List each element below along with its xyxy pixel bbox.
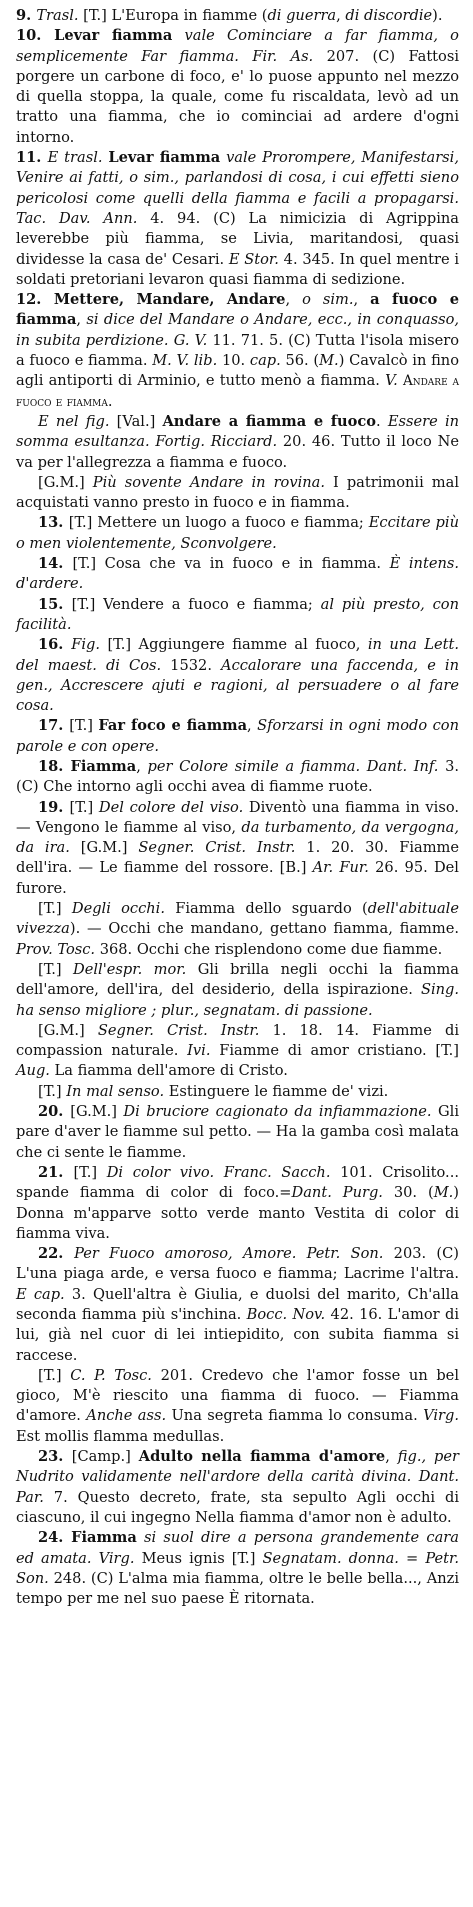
text-run: Più sovente Andare in rovina. [92,473,325,491]
text-run: 3. Quell'altra è Giulia, e duolsi del marito, Ch'alla seconda fiamma più s'inchina. [16,1285,459,1323]
text-run: 7. Questo decreto, frate, sta sepulto Agli occhi di ciascuno, il cui ingegno Nella fiamma d'amor non è adulto. [16,1488,459,1526]
text-run: Di bruciore cagionato da infiammazione. [123,1103,432,1121]
text-run: Segnatam. donna. [262,1549,399,1567]
text-run: [T.] [73,1163,107,1181]
text-run: Anche ass. [86,1407,167,1425]
entry-22-tosc [16,1366,459,1447]
text-run: 10. [16,27,55,45]
text-run: Degli occhi. [71,900,165,918]
text-run: E nel fig. [38,412,110,430]
text-run: ). — Occhi che mandano, gettano fiamma, fiamme. [69,920,459,938]
text-run: È intens. d'ardere. [16,555,459,593]
text-run: Sing. ha senso migliore ; plur., segnatam. di passione. [16,981,459,1019]
entry-14 [16,554,459,595]
entry-10 [16,26,459,148]
text-run: . [376,412,388,430]
text-run: [T.] [38,1082,67,1100]
text-run: [T.] Vendere a fuoco e fiamma; [71,595,321,613]
text-run: 42. 16. L'amor di lui, già nel cuor di lei intiepidito, con subita fiamma si raccese. [16,1306,459,1364]
text-run: M. V. lib. [152,352,218,370]
text-run: 22. [38,1245,75,1263]
text-run: [G.M.] [38,1021,98,1039]
text-run: Essere in somma esultanza. Fortig. Ricciard. [16,412,460,451]
text-run: da turbamento, da vergogna, da ira. [16,818,459,857]
text-run: [T.] [38,900,72,918]
text-run: Prov. Tosc. [16,940,96,958]
text-run: [T.] L'Europa in fiamme ( [78,7,268,24]
entry-19-espr [16,960,459,1021]
text-run: Sforzarsi in ogni modo con parole e con opere. [16,717,459,755]
text-run: di guerra [267,7,337,24]
entry-19-occhi [16,899,459,960]
text-run: Dell'espr. mor. [73,960,187,978]
text-run: Fiamma dello sguardo ( [164,900,368,918]
text-run: 26. 95. Del furore. [16,859,459,897]
text-run: 1532. [161,656,222,674]
text-run: ). [432,7,443,24]
text-run: Estinguere le fiamme de' vizi. [164,1082,389,1100]
text-run: dell'abituale vivezza [16,900,459,938]
text-run: Levar fiamma [108,149,221,167]
text-run: 12. [16,291,54,309]
text-run: [Val.] [109,412,163,430]
text-run: 17. [38,717,70,735]
text-run: M. [433,1184,454,1202]
text-run: E Stor. [228,250,279,268]
text-run: ) Donna m'apparve sotto verde manto Vestita di color di fiamma viva. [16,1184,459,1242]
text-run: Gli brilla negli occhi la fiamma dell'amore, dell'ira, del desiderio, della ispirazione. [16,960,459,999]
text-run: [G.M.] [69,839,139,857]
text-run: Andare a fuoco e fiamma [16,373,459,410]
text-run: V. [385,372,398,390]
text-run: Fiamma [70,757,137,775]
entry-17 [16,716,459,757]
text-run: 4. 345. In quel mentre i soldati pretoriani levaron quasi fiamma di sedizione. [16,250,459,288]
text-run: [Camp.] [71,1448,139,1466]
text-run: 19. [38,798,70,816]
text-run: In mal senso. [66,1082,165,1100]
text-run: si dice del Mandare o Andare, ecc., in conquasso, in subita perdizione. G. V. [16,311,459,349]
text-run: 16. [38,636,72,654]
entry-12-fig [16,412,459,473]
text-run: Ivi. [187,1042,211,1060]
text-run [172,27,184,44]
entry-22 [16,1244,459,1366]
text-run: di discordie [345,7,433,24]
entry-13 [16,513,459,554]
text-run: , [336,7,346,24]
text-run: I patrimonii mal acquistati vanno presto in fuoco e in fiamma. [16,473,459,512]
text-run: 201. Credevo che l'amor fosse un bel gioco, M'è riescito una fiamma di fuoco. — Fiamma d'amore. [16,1366,459,1425]
text-run: 56. ( [280,352,320,370]
text-run: , [136,757,148,775]
entry-23 [16,1447,459,1528]
text-run: 11. 71. 5. (C) Tutta l'isola misero a fuoco e fiamma. [16,331,459,370]
text-run: Eccitare più o men violentemente, Sconvolgere. [16,514,459,552]
text-run: [T.] [38,1366,71,1384]
text-run: Trasl. [36,7,79,24]
text-run: Una segreta fiamma lo consuma. [166,1407,424,1425]
text-run: 1. 20. 30. Fiamme dell'ira. — Le fiamme del rossore. [B.] [16,839,460,877]
text-run: Aug. [16,1062,50,1080]
text-run: Fiamme di amor cristiano. [T.] [210,1042,459,1060]
text-run: Ar. Fur. [312,859,369,877]
text-run: 13. [38,514,69,532]
text-run: Meus ignis [T.] [134,1549,263,1567]
text-run: vale Prorompere, Manifestarsi, Venire ai fatti, o sim., parlandosi di cosa, i cui effetti sieno pericolosi come quelli della fiamma e facili a propagarsi. Tac. Dav. Ann. [16,149,459,227]
entry-19-mal [16,1082,459,1102]
text-run: 368. Occhi che risplendono come due fiamme. [95,940,443,958]
text-run: 15. [38,595,72,613]
text-run: 207. (C) Fattosi porgere un carbone di foco, e' lo puose appunto nel mezzo di quella stoppa, la quale, come fu riscaldata, levò ad un tratto una fiamma, che io cominciai ad ardere d'ogni intorno. [16,47,459,146]
text-run: 248. (C) L'alma mia fiamma, oltre le belle bella..., Anzi tempo per me nel suo paese È ritornata. [16,1569,459,1608]
text-run: ) Cavalcò in fino agli antiporti di Arminio, e tutto menò a fiamma. [16,352,459,390]
entry-19-gm [16,1021,459,1082]
text-run: 14. [38,555,73,573]
text-run: Segner. Crist. Instr. [138,839,296,857]
text-run: Levar fiamma [54,27,173,45]
text-run: [G.M.] [70,1103,124,1121]
text-run: 23. [38,1448,72,1466]
entry-12 [16,290,459,412]
text-run: 10. [217,352,250,370]
entry-19 [16,798,459,899]
entry-20 [16,1102,459,1163]
text-run: a fuoco e fiamma [16,291,459,329]
text-run: 18. [38,757,71,775]
text-run: La fiamma dell'amore di Cristo. [49,1062,288,1080]
text-run: 21. [38,1163,74,1181]
text-run: , [385,1448,398,1466]
text-run: E cap. [16,1285,65,1303]
text-run [137,1529,144,1546]
text-run: [T.] [69,717,99,735]
entry-12-gm [16,473,459,514]
text-run: Per Fuoco amoroso, Amore. Petr. Son. [74,1245,384,1263]
text-run: , [285,291,303,309]
text-run: Gli pare d'aver le fiamme sul petto. — Ha la gamba così malata che ci sente le fiamme. [16,1103,459,1161]
text-run: 11. [16,149,48,167]
text-run: in una Lett. del maest. di Cos. [16,636,459,674]
text-run: Del colore del viso. [98,798,244,816]
text-run: 9. [16,7,37,24]
text-run: = [398,1549,426,1567]
text-run: Diventò una fiamma in viso. — Vengono le fiamme al viso, [16,798,459,836]
text-run: Segner. Crist. Instr. [97,1021,260,1039]
text-run: Est mollis flamma medullas. [16,1427,225,1445]
text-run: Petr. Son. [16,1549,460,1587]
text-run: C. P. Tosc. [70,1366,152,1384]
text-run: Bocc. Nov. [246,1306,326,1323]
text-run: Adulto nella fiamma d'amore [138,1448,386,1466]
text-run: 20. [38,1103,71,1121]
text-run: 1. 18. 14. Fiamme di compassion naturale. [16,1021,459,1060]
text-run: Di color vivo. Franc. Sacch. [106,1163,331,1181]
text-run: 203. (C) L'una piaga arde, e versa fuoco e fiamma; Lacrime l'altra. [16,1245,459,1283]
text-run: 24. [38,1529,72,1547]
text-run: 30. ( [382,1184,434,1202]
text-run: [T.] Cosa che va in fuoco e in fiamma. [72,555,390,573]
text-run: 101. Crisolito... spande fiamma di color di foco.= [16,1163,459,1202]
entry-21 [16,1163,459,1244]
text-run: , [247,717,258,735]
text-run: cap. [249,352,281,370]
entry-16 [16,635,459,716]
text-run: M. [319,352,339,370]
text-run: 4. 94. (C) La nimicizia di Agrippina leverebbe più fiamma, se Livia, maritandosi, quasi dividesse la casa de' Cesari. [16,209,460,268]
text-run: [T.] Mettere un luogo a fuoco e fiamma; [68,514,369,532]
text-run: , [76,311,87,329]
text-run: Mettere, Mandare, Andare [53,291,286,309]
text-run: [T.] Aggiungere fiamme al fuoco, [100,636,368,654]
text-run: si suol dire a persona grandemente cara ed amata. Virg. [16,1529,459,1567]
text-run: fig., per Nudrito validamente nell'ardore della carità divina. Dant. Par. [16,1448,460,1506]
entry-9 [16,6,459,26]
text-run: Accalorare una faccenda, e in gen., Accrescere ajuti e ragioni, al persuadere o al fare cosa. [16,656,459,715]
text-run: [T.] [38,960,74,978]
text-run: Far foco e fiamma [98,717,248,735]
text-run: vale Cominciare a far fiamma, o semplicemente Far fiamma. Fir. As. [16,27,459,65]
text-run: . [107,392,113,410]
text-run: [G.M.] [38,473,93,491]
text-run: Fiamma [71,1529,137,1547]
text-run: 3. (C) Che intorno agli occhi avea di fiamme ruote. [16,757,459,796]
text-run: [T.] [69,798,99,816]
entry-18 [16,757,459,798]
text-run: Virg. [423,1407,459,1425]
text-run: Dant. Purg. [291,1184,383,1202]
text-run: Andare a fiamma e fuoco [162,412,377,430]
entry-11 [16,148,459,290]
entry-15 [16,595,459,636]
text-run: per Colore simile a fiamma. Dant. Inf. [147,757,439,775]
text-run: , [353,291,371,309]
text-run: 20. 46. Tutto il loco Ne va per l'allegrezza a fiamma e fuoco. [16,433,459,471]
text-run: Fig. [71,636,101,654]
text-run: E trasl. [47,149,103,167]
entry-24 [16,1528,459,1609]
text-run: o sim. [302,291,354,309]
text-run: al più presto, con facilità. [16,595,459,633]
